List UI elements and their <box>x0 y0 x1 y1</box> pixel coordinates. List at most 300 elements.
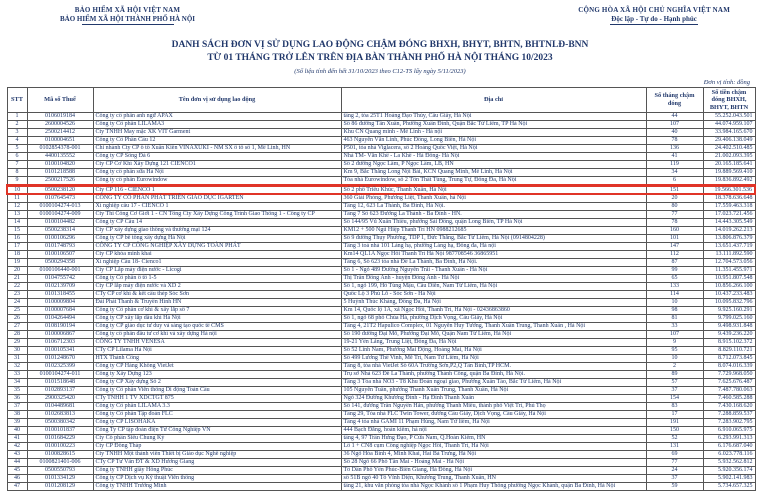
cell-stt: 7 <box>7 161 27 169</box>
cell-address: tầng 21, khu văn phòng tòa nhà Ngọc Khánh số 1 Phạm Huy Thông phường Ngọc Khánh, quận Ba Đình, Hà Nội <box>341 483 646 491</box>
cell-stt: 13 <box>7 211 27 219</box>
cell-months-late: 101 <box>646 235 703 243</box>
cell-address: 360 Giải Phóng, Phương Liệt, Thanh Xuân, hà Nội <box>341 194 646 202</box>
cell-months-late: 10 <box>646 355 703 363</box>
cell-company-name: Công ty Cổ phần ô tô 1-5 <box>93 275 341 283</box>
cell-company-name: Cty CP Đồng Tháp <box>93 443 341 451</box>
table-row <box>7 121 755 129</box>
table-row <box>7 427 755 435</box>
table-row <box>7 403 755 411</box>
cell-address: Nhà TM- Văn Khê - La Khê - Hà Đông- Hà Nội <box>341 153 646 161</box>
col-company-name: Tên đơn vị sử dụng lao động <box>93 87 341 113</box>
cell-company-name: Công ty Cổ phần LILAMA3 <box>93 121 341 129</box>
cell-company-name: Công ty Cổ phần Viễn thông Di động Toàn Cầu <box>93 387 341 395</box>
cell-months-late: 37 <box>646 387 703 395</box>
cell-amount-late: 5.734.657.325 <box>703 483 755 491</box>
cell-company-name: Cty TNHH May mặc XK VIT Garment <box>93 129 341 137</box>
cell-stt: 43 <box>7 451 27 459</box>
cell-tax-code: 0100006867 <box>27 331 93 339</box>
cell-stt: 12 <box>7 203 27 211</box>
cell-company-name: HTX Thành Công <box>93 355 341 363</box>
cell-months-late: 34 <box>646 169 703 177</box>
cell-tax-code: 0101248670 <box>27 355 93 363</box>
cell-amount-late: 14.443.305.549 <box>703 219 755 227</box>
cell-months-late: 89 <box>646 371 703 379</box>
cell-address: Tầng 4 tòa nhà GAMI 11 Phạm Hùng, Nam Từ liêm, Hà Nội <box>341 419 646 427</box>
cell-company-name: Công ty Xây Dựng 123 <box>93 371 341 379</box>
col-stt: STT <box>7 87 27 113</box>
cell-amount-late: 5.920.356.174 <box>703 467 755 475</box>
cell-amount-late: 33.984.165.670 <box>703 129 755 137</box>
cell-stt: 34 <box>7 379 27 387</box>
cell-company-name: Công ty CP Cầu 14 <box>93 219 341 227</box>
cell-address: Tầng 3 toà nhà 101 Láng hạ, phường Láng hạ, Đống đa, Hà nội <box>341 243 646 251</box>
cell-address: Tầng 7 Số 623 Đường La Thành - Ba Đình - HN. <box>341 211 646 219</box>
cell-tax-code: 0108190194 <box>27 323 93 331</box>
cell-months-late: 112 <box>646 251 703 259</box>
cell-months-late: 99 <box>646 267 703 275</box>
cell-address: 105 Nguyễn Tuân, phường Thanh Xuân Trung, Thanh Xuân, Hà Nội <box>341 387 646 395</box>
table-row <box>7 451 755 459</box>
cell-tax-code: 0100821401-006 <box>27 459 93 467</box>
table-row <box>7 443 755 451</box>
cell-months-late: 119 <box>646 161 703 169</box>
cell-company-name: Cty CP khóa minh khai <box>93 251 341 259</box>
cell-address: KM12 + 500 Ngũ Hiệp Thanh Trì HN 0988212685 <box>341 227 646 235</box>
cell-company-name: Công ty TNHH giầy Hồng Phúc <box>93 467 341 475</box>
cell-tax-code: 0107645473 <box>27 194 93 202</box>
cell-tax-code: 0500550793 <box>27 467 93 475</box>
cell-stt: 4 <box>7 137 27 145</box>
cell-months-late: 114 <box>646 291 703 299</box>
cell-months-late: 131 <box>646 443 703 451</box>
cell-amount-late: 9.925.160.291 <box>703 307 755 315</box>
cell-company-name: Công ty Cổ Phần Cầu 12 <box>93 137 341 145</box>
cell-months-late: 78 <box>646 137 703 145</box>
table-row <box>7 113 755 121</box>
cell-stt: 6 <box>7 153 27 161</box>
cell-address: Tầng 12, 623 La Thành, Ba Đình, Hà Nội. <box>341 203 646 211</box>
cell-months-late: 160 <box>646 227 703 235</box>
cell-months-late: 154 <box>646 395 703 403</box>
document-title <box>0 39 760 65</box>
table-row <box>7 459 755 467</box>
table-row <box>7 177 755 186</box>
cell-tax-code: 0102139709 <box>27 283 93 291</box>
cell-address: P501, tòa nhà Viglacera, số 2 Hoàng Quốc Việt, Hà Nội <box>341 145 646 153</box>
table-row <box>7 194 755 202</box>
cell-months-late: 80 <box>646 203 703 211</box>
cell-months-late: 57 <box>646 379 703 387</box>
table-row <box>7 307 755 315</box>
table-row <box>7 243 755 251</box>
cell-months-late: 40 <box>646 129 703 137</box>
cell-months-late: 191 <box>646 419 703 427</box>
cell-amount-late: 19.889.569.410 <box>703 169 755 177</box>
col-address: Địa chỉ <box>341 87 646 113</box>
cell-amount-late: 6.023.778.116 <box>703 451 755 459</box>
cell-tax-code: 0101208129 <box>27 483 93 491</box>
cell-tax-code: 0104755742 <box>27 275 93 283</box>
table-row <box>7 153 755 161</box>
cell-company-name: CTy TNHH 1 TV XDCTGT 875 <box>93 395 341 403</box>
cell-stt: 11 <box>7 194 27 202</box>
cell-company-name: Xí nghiệp cầu 17 - CIENCO 1 <box>93 203 341 211</box>
document-subtitle: (Số liệu tính đến hết 31/10/2023 theo C12-TS lấy ngày 5/11/2023) <box>294 67 466 75</box>
table-row <box>7 299 755 307</box>
table-row <box>7 379 755 387</box>
cell-address: tầng 2, tòa 25T1 Hoàng Đạo Thúy, Cầu Giấy, Hà Nội <box>341 113 646 121</box>
cell-months-late: 37 <box>646 475 703 483</box>
cell-stt: 23 <box>7 291 27 299</box>
cell-tax-code: 2500217526 <box>27 177 93 186</box>
cell-tax-code: 0100106440-001 <box>27 267 93 275</box>
cell-address: Thị Trấn Đông Anh - huyện Đông Anh - Hà Nội <box>341 275 646 283</box>
cell-amount-late: 19.836.892.492 <box>703 177 755 186</box>
col-months-late: Số tháng chậm đóng <box>646 87 703 113</box>
cell-tax-code: 0100104274-013 <box>27 203 93 211</box>
cell-tax-code: 0100104482 <box>27 219 93 227</box>
cell-amount-late: 29.406.138.049 <box>703 137 755 145</box>
cell-stt: 41 <box>7 435 27 443</box>
cell-amount-late: 7.625.676.487 <box>703 379 755 387</box>
table-row <box>7 395 755 403</box>
cell-address: Tầng 8, tòa nhà VietJet Số 60A Trường Sơn,P2,Q Tân Bình,TP HCM. <box>341 363 646 371</box>
cell-address: 444 Bạch Đằng, hoàn kiếm, hà nội <box>341 427 646 435</box>
cell-tax-code: 0100004651 <box>27 137 93 145</box>
cell-address: tầng 4, 97 Trần Hưng Đạo, P Cửa Nam, Q.Hoàn Kiếm, HN <box>341 435 646 443</box>
cell-amount-late: 5.932.562.812 <box>703 459 755 467</box>
cell-address: Km 14, Quốc lộ 1A, xã Ngọc Hồi, Thanh Trì, Hà Nội - 02436863860 <box>341 307 646 315</box>
cell-tax-code: 0102854378-001 <box>27 145 93 153</box>
cell-company-name: Công ty CP bê tông xây dựng Hà Nội <box>93 235 341 243</box>
cell-address: Số 52 Lĩnh Nam, Phường Mai Động, Hoàng Mai, Hà Nội <box>341 347 646 355</box>
cell-amount-late: 7.430.168.620 <box>703 403 755 411</box>
cell-amount-late: 19.566.301.536 <box>703 185 755 194</box>
table-row <box>7 227 755 235</box>
cell-amount-late: 10.856.266.100 <box>703 283 755 291</box>
cell-company-name: CÔNG TY TNHH VENESA <box>93 339 341 347</box>
cell-months-late: 20 <box>646 194 703 202</box>
cell-amount-late: 8.074.016.339 <box>703 363 755 371</box>
cell-tax-code: 0101334129 <box>27 475 93 483</box>
cell-amount-late: 21.002.093.395 <box>703 153 755 161</box>
cell-address: Tòa nhà Eurowindow, số 2 Tôn Thất Tùng, Trung Tự, Đống Đa, Hà Nội <box>341 177 646 186</box>
cell-tax-code: 0102683813 <box>27 411 93 419</box>
table-row <box>7 467 755 475</box>
cell-tax-code: 0106712303 <box>27 339 93 347</box>
cell-address: Số 2 đường Ngọc Lâm, P Ngọc Lâm, LB, HN <box>341 161 646 169</box>
cell-tax-code: 0100106507 <box>27 251 93 259</box>
national-motto-block <box>578 6 730 25</box>
cell-tax-code: 0500380342 <box>27 419 93 427</box>
cell-amount-late: 7.460.585.288 <box>703 395 755 403</box>
cell-amount-late: 7.288.859.537 <box>703 411 755 419</box>
cell-company-name: CTy CP Lilama Hà Nội <box>93 347 341 355</box>
table-row <box>7 275 755 283</box>
cell-company-name: Cty CP 116 - CIENCO 1 <box>93 185 341 194</box>
cell-tax-code: 2900325420 <box>27 395 93 403</box>
cell-company-name: CTy CP cơ khí & kết cấu thép Sóc Sơn <box>93 291 341 299</box>
cell-stt: 37 <box>7 403 27 411</box>
cell-stt: 5 <box>7 145 27 153</box>
cell-amount-late: 10.095.832.796 <box>703 299 755 307</box>
cell-address: 36 Ngõ Hòa Bình 4, Minh Khai, Hai Bà Trưng, Hà Nội <box>341 451 646 459</box>
cell-company-name: Công ty Cổ phần cơ khí & xây lắp số 7 <box>93 307 341 315</box>
cell-stt: 44 <box>7 459 27 467</box>
cell-address: Số 141, đường Trần Nguyên Hãn, phường Thanh Miếu, thành phố Việt Trì, Phú Thọ <box>341 403 646 411</box>
cell-company-name: Chi nhánh Cty CP ô tô Xuân Kiên VINAXUKI - NM SX ô tô số 1, Mê Linh, HN <box>93 145 341 153</box>
table-row <box>7 411 755 419</box>
cell-amount-late: 6.293.991.313 <box>703 435 755 443</box>
cell-stt: 2 <box>7 121 27 129</box>
cell-amount-late: 14.019.262.213 <box>703 227 755 235</box>
cell-stt: 25 <box>7 307 27 315</box>
cell-tax-code: 0100106296 <box>27 235 93 243</box>
cell-amount-late: 9.799.025.160 <box>703 315 755 323</box>
cell-company-name: Công ty TNHH Trường Minh <box>93 483 341 491</box>
cell-tax-code: 0100101837 <box>27 427 93 435</box>
cell-address: Số 1 - Ngõ 489 Đường Nguyễn Trãi - Thanh Xuân - Hà Nội <box>341 267 646 275</box>
table-row <box>7 267 755 275</box>
table-row <box>7 315 755 323</box>
cell-address: Số 499 Lương Thế Vinh, Mễ Trì, Nam Từ Liêm, Hà Nội <box>341 355 646 363</box>
table-row <box>7 251 755 259</box>
cell-company-name: Công ty CP giáo dục tư duy và sáng tạo quốc tế CMS <box>93 323 341 331</box>
org-underline <box>82 24 174 25</box>
cell-stt: 22 <box>7 283 27 291</box>
cell-company-name: Cty CP Lắp máy điện nước - Licogi <box>93 267 341 275</box>
cell-address: Số 28 Ngõ 66 Phố Tân Mai - Hoàng Mai - Hà Nội <box>341 459 646 467</box>
cell-amount-late: 9.498.931.848 <box>703 323 755 331</box>
cell-amount-late: 12.704.573.056 <box>703 259 755 267</box>
cell-company-name: Công ty cổ phần Eurowindow <box>93 177 341 186</box>
cell-stt: 31 <box>7 355 27 363</box>
cell-stt: 45 <box>7 467 27 475</box>
national-motto: Độc lập - Tự do - Hạnh phúc <box>611 15 697 23</box>
cell-amount-late: 55.252.043.501 <box>703 113 755 121</box>
cell-tax-code: 0101218588 <box>27 169 93 177</box>
cell-tax-code: 0104489681 <box>27 403 93 411</box>
table-row <box>7 219 755 227</box>
motto-underline <box>610 24 698 25</box>
cell-company-name: CTy CP Tư Vấn ĐT & XD Hương Giang <box>93 459 341 467</box>
cell-company-name: Xí nghiệp Cầu 18- Cienco1 <box>93 259 341 267</box>
cell-months-late: 81 <box>646 315 703 323</box>
table-row <box>7 137 755 145</box>
cell-company-name: Công ty CP Dịch vụ Kỹ thuật Viễn thông <box>93 475 341 483</box>
cell-stt: 28 <box>7 331 27 339</box>
cell-months-late: 6 <box>646 177 703 186</box>
cell-tax-code: 0106019184 <box>27 113 93 121</box>
cell-company-name: Công ty cổ phần sữa Hà Nội <box>93 169 341 177</box>
cell-address: Tầng 6, Số 623 tòa nhà Đê La Thành, Ba Đình, Hà Nội. <box>341 259 646 267</box>
cell-months-late: 98 <box>646 307 703 315</box>
cell-address: Tầng 4, 21T2 Hapulico Complex, 01 Nguyễn Huy Tưởng, Thanh Xuân Trung, Thanh Xuân , Hà Nội <box>341 323 646 331</box>
cell-address: Tổ Dân Phố Yên Phúc-Biên Giang, Hà Đông, Hà Nội <box>341 467 646 475</box>
document-header <box>0 0 760 25</box>
cell-tax-code: 0102893137 <box>27 387 93 395</box>
cell-stt: 35 <box>7 387 27 395</box>
cell-company-name: Công ty CP Hàng Không VietJet <box>93 363 341 371</box>
cell-company-name: Cty CP xây dựng giao thông và thương mại 124 <box>93 227 341 235</box>
cell-amount-late: 6.910.065.975 <box>703 427 755 435</box>
cell-stt: 16 <box>7 235 27 243</box>
cell-tax-code: 0101318455 <box>27 291 93 299</box>
cell-address: Số 9 đường Thụy Phương, TDP 1, Đức Thắng, Bắc Từ Liêm, Hà Nội (0914804228) <box>341 235 646 243</box>
cell-stt: 40 <box>7 427 27 435</box>
cell-company-name: Cty CP Cơ Khí Xây Dựng 121 CIENCO1 <box>93 161 341 169</box>
col-tax-code: Mã số Thuế <box>27 87 93 113</box>
cell-amount-late: 20.165.185.641 <box>703 161 755 169</box>
cell-months-late: 9 <box>646 339 703 347</box>
cell-address: Tầng 29, Tòa nhà FLC Twin Tower, đường Cầu Giấy, Dịch Vọng, Cầu Giấy, Hà Nội <box>341 411 646 419</box>
cell-stt: 15 <box>7 227 27 235</box>
cell-tax-code: 0100105341 <box>27 347 93 355</box>
cell-tax-code: 0102325399 <box>27 363 93 371</box>
cell-months-late: 10 <box>646 299 703 307</box>
cell-address: số 51B ngõ 40 Tô Vĩnh Diện, Khương Trung, Thanh Xuân, HN <box>341 475 646 483</box>
cell-tax-code: 0100104820 <box>27 161 93 169</box>
table-row <box>7 145 755 153</box>
cell-stt: 26 <box>7 315 27 323</box>
cell-stt: 20 <box>7 267 27 275</box>
cell-tax-code: 0100104274-011 <box>27 371 93 379</box>
cell-tax-code: 0101518648 <box>27 379 93 387</box>
cell-stt: 32 <box>7 363 27 371</box>
cell-stt: 36 <box>7 395 27 403</box>
table-row <box>7 259 755 267</box>
cell-amount-late: 17.023.721.456 <box>703 211 755 219</box>
cell-address: Km 9, Bắc Thăng Long Nội Bài, KCN Quang Minh, Mê Linh, Hà Nội <box>341 169 646 177</box>
cell-company-name: Công ty cổ phần đầu tư cơ khí và xây dựng Hà nội <box>93 331 341 339</box>
cell-tax-code: 2600004526 <box>27 121 93 129</box>
cell-amount-late: 24.402.510.485 <box>703 145 755 153</box>
cell-months-late: 69 <box>646 451 703 459</box>
table-row <box>7 483 755 491</box>
cell-stt: 42 <box>7 443 27 451</box>
cell-months-late: 78 <box>646 219 703 227</box>
cell-amount-late: 9.439.236.220 <box>703 331 755 339</box>
cell-amount-late: 18.378.636.648 <box>703 194 755 202</box>
cell-stt: 47 <box>7 483 27 491</box>
unit-note: Đơn vị tính: đồng <box>703 78 750 86</box>
table-row <box>7 435 755 443</box>
cell-address: Km14 QL1A Ngọc Hồi Thanh Trì Hà Nội 987708546 36865951 <box>341 251 646 259</box>
cell-tax-code: 0500238120 <box>27 185 93 194</box>
cell-stt: 1 <box>7 113 27 121</box>
cell-stt: 33 <box>7 371 27 379</box>
cell-tax-code: 0100828615 <box>27 451 93 459</box>
cell-stt: 9 <box>7 177 27 186</box>
cell-company-name: Đài Phát Thanh & Truyền Hình HN <box>93 299 341 307</box>
cell-company-name: Công ty CP xây lắp dầu khí Hà Nội <box>93 315 341 323</box>
issuing-org-block <box>60 6 195 25</box>
cell-tax-code: 0100007684 <box>27 307 93 315</box>
cell-stt: 30 <box>7 347 27 355</box>
national-title: CỘNG HÒA XÃ HỘI CHỦ NGHĨA VIỆT NAM <box>578 6 730 14</box>
cell-address: Trụ sở Nhà 623 Đê La Thành, phường Thành Công, quận Ba Đình, Hà Nội. <box>341 371 646 379</box>
cell-months-late: 24 <box>646 467 703 475</box>
cell-company-name: Công ty cổ phần anh ngữ APAX <box>93 113 341 121</box>
cell-tax-code: 4400135552 <box>27 153 93 161</box>
cell-company-name: Công ty CP Sông Đà 6 <box>93 153 341 161</box>
cell-tax-code: 0500238314 <box>27 227 93 235</box>
table-row <box>7 387 755 395</box>
cell-tax-code: 0104264494 <box>27 315 93 323</box>
cell-address: Lô 1 + CN8 cụm Công nghiệp Ngọc Hồi, Thanh Trì, Hà Nội <box>341 443 646 451</box>
cell-address: Số 86 đường Tân Xuân, Phường Xuân Đỉnh, Quận Bắc Từ Liêm, TP Hà Nội <box>341 121 646 129</box>
cell-stt: 14 <box>7 219 27 227</box>
cell-company-name: Công ty CP Xây dựng Số 2 <box>93 379 341 387</box>
cell-months-late: 59 <box>646 483 703 491</box>
cell-amount-late: 7.729.968.050 <box>703 371 755 379</box>
table-row <box>7 355 755 363</box>
table-row <box>7 235 755 243</box>
cell-tax-code: 0100009804 <box>27 299 93 307</box>
table-row <box>7 363 755 371</box>
cell-months-late: 33 <box>646 323 703 331</box>
cell-months-late: 41 <box>646 153 703 161</box>
cell-stt: 38 <box>7 411 27 419</box>
cell-stt: 24 <box>7 299 27 307</box>
cell-tax-code: 0101748793 <box>27 243 93 251</box>
table-row <box>7 323 755 331</box>
table-row <box>7 169 755 177</box>
cell-stt: 27 <box>7 323 27 331</box>
cell-company-name: Công ty Cổ phần Tập đoàn FLC <box>93 411 341 419</box>
cell-months-late: 95 <box>646 347 703 355</box>
table-row <box>7 339 755 347</box>
table-row <box>7 419 755 427</box>
cell-company-name: Công ty CP LISOHAKA <box>93 419 341 427</box>
cell-amount-late: 13.806.876.379 <box>703 235 755 243</box>
cell-stt: 21 <box>7 275 27 283</box>
cell-stt: 46 <box>7 475 27 483</box>
cell-amount-late: 5.902.141.983 <box>703 475 755 483</box>
cell-stt: 29 <box>7 339 27 347</box>
cell-company-name: Công ty Cổ phần LILAMA 3.3 <box>93 403 341 411</box>
cell-months-late: 17 <box>646 411 703 419</box>
cell-months-late: 2 <box>646 363 703 371</box>
cell-months-late: 87 <box>646 259 703 267</box>
table-row <box>7 331 755 339</box>
cell-months-late: 77 <box>646 211 703 219</box>
table-row <box>7 371 755 379</box>
table-row-highlighted <box>7 185 755 194</box>
late-payment-table <box>6 87 756 491</box>
cell-months-late: 151 <box>646 185 703 194</box>
cell-company-name: Cty CP lắp máy điện nước và XD 2 <box>93 283 341 291</box>
cell-tax-code: 0100104274-009 <box>27 211 93 219</box>
cell-amount-late: 44.074.959.107 <box>703 121 755 129</box>
cell-amount-late: 11.351.455.971 <box>703 267 755 275</box>
cell-amount-late: 10.951.807.548 <box>703 275 755 283</box>
cell-tax-code: 0101684229 <box>27 435 93 443</box>
cell-company-name: Cty TNHH Một thành viên Thiết bị Giáo dục Nghề nghiệp <box>93 451 341 459</box>
cell-months-late: 150 <box>646 427 703 435</box>
cell-company-name: CÔNG TY CP CÔNG NGHIỆP XÂY DỰNG TOÀN PHÁT <box>93 243 341 251</box>
cell-stt: 39 <box>7 419 27 427</box>
title-line-2: TỪ 01 THÁNG TRỞ LÊN TRÊN ĐỊA BÀN THÀNH PHỐ HÀ NỘI THÁNG 10/2023 <box>207 52 553 63</box>
cell-amount-late: 13.111.892.590 <box>703 251 755 259</box>
cell-address: Số 144/95 Vũ Xuân Thiều, phường Sài Đồng, quận Long Biên, TP Hà Nội <box>341 219 646 227</box>
cell-stt: 19 <box>7 259 27 267</box>
cell-address: 5 Huỳnh Thúc Kháng, Đống Đa, Hà Nội <box>341 299 646 307</box>
cell-amount-late: 7.487.780.063 <box>703 387 755 395</box>
cell-amount-late: 17.559.463.318 <box>703 203 755 211</box>
cell-address: Ngõ 324 Đường Khương Đình - Hạ Đình Thanh Xuân <box>341 395 646 403</box>
